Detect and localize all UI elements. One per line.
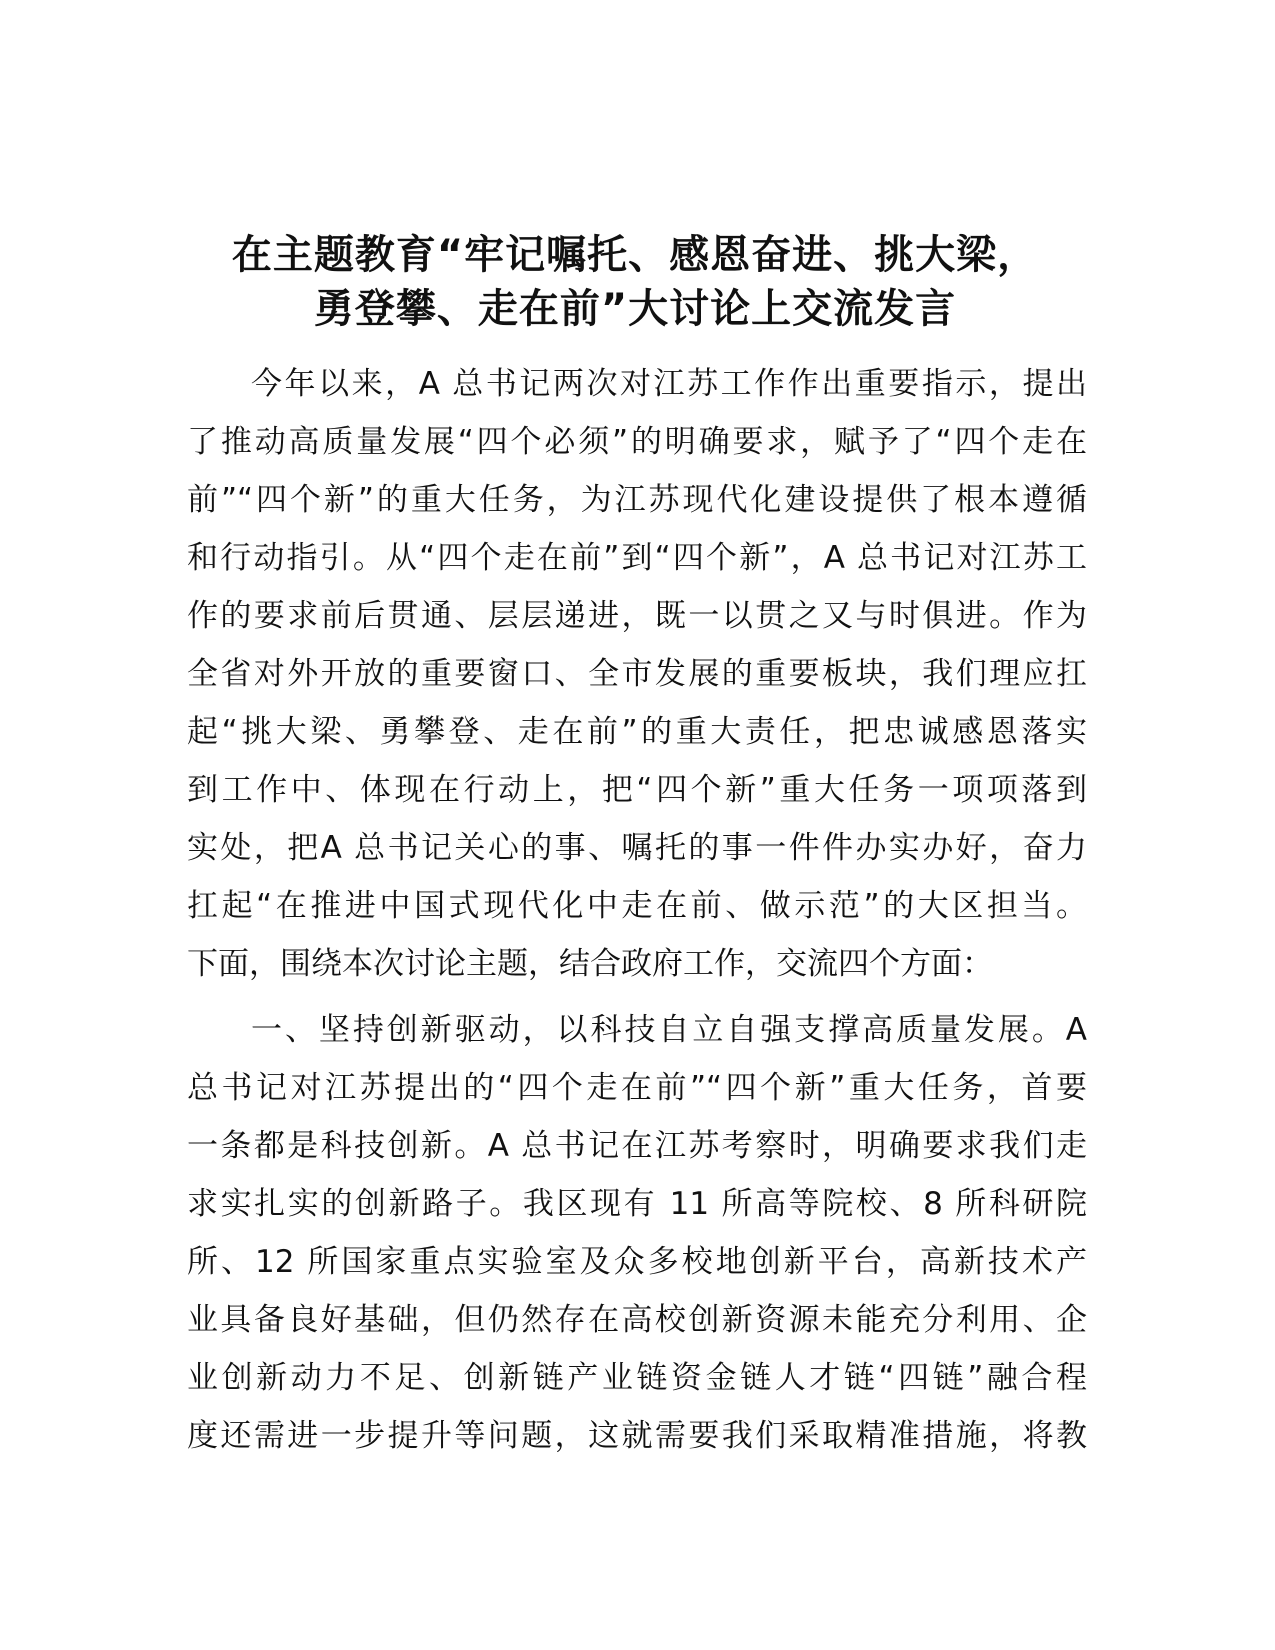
- text-line: 前”“四个新”的重大任务，为江苏现代化建设提供了根本遵循: [187, 482, 1087, 518]
- title-line: 在主题教育“牢记嘱托、感恩奋进、挑大梁，: [231, 232, 1039, 278]
- paragraph-1: [187, 355, 1087, 993]
- paragraph-2: [187, 1001, 1087, 1465]
- document-title: [180, 228, 1090, 336]
- text-line: 作的要求前后贯通、层层递进，既一以贯之又与时俱进。作为: [187, 598, 1087, 634]
- text-line: 实处，把A 总书记关心的事、嘱托的事一件件办实办好，奋力: [187, 830, 1087, 866]
- text-line: 起“挑大梁、勇攀登、走在前”的重大责任，把忠诚感恩落实: [187, 714, 1087, 750]
- text-line: 总书记对江苏提出的“四个走在前”“四个新”重大任务，首要: [187, 1070, 1087, 1106]
- text-line: 所、12 所国家重点实验室及众多校地创新平台，高新技术产: [187, 1244, 1087, 1280]
- text-line: 度还需进一步提升等问题，这就需要我们采取精准措施，将教: [187, 1418, 1087, 1454]
- text-line: 下面，围绕本次讨论主题，结合政府工作，交流四个方面：: [187, 946, 993, 982]
- text-line: 求实扎实的创新路子。我区现有 11 所高等院校、8 所科研院: [187, 1186, 1087, 1222]
- text-line: 业创新动力不足、创新链产业链资金链人才链“四链”融合程: [187, 1360, 1087, 1396]
- text-line: 了推动高质量发展“四个必须”的明确要求，赋予了“四个走在: [187, 424, 1087, 460]
- text-line: 和行动指引。从“四个走在前”到“四个新”，A 总书记对江苏工: [187, 540, 1087, 576]
- paragraph-spacer: [187, 993, 1087, 1001]
- text-line: 扛起“在推进中国式现代化中走在前、做示范”的大区担当。: [187, 888, 1087, 924]
- document-body: [187, 355, 1087, 1465]
- text-line: 一条都是科技创新。A 总书记在江苏考察时，明确要求我们走: [187, 1128, 1087, 1164]
- text-line: 今年以来，A 总书记两次对江苏工作作出重要指示，提出: [251, 366, 1087, 402]
- text-line: 到工作中、体现在行动上，把“四个新”重大任务一项项落到: [187, 772, 1087, 808]
- text-line: 业具备良好基础，但仍然存在高校创新资源未能充分利用、企: [187, 1302, 1087, 1338]
- text-line: 一、坚持创新驱动，以科技自立自强支撑高质量发展。A: [251, 1012, 1087, 1048]
- text-line: 全省对外开放的重要窗口、全市发展的重要板块，我们理应扛: [187, 656, 1087, 692]
- title-line: 勇登攀、走在前”大讨论上交流发言: [313, 286, 957, 332]
